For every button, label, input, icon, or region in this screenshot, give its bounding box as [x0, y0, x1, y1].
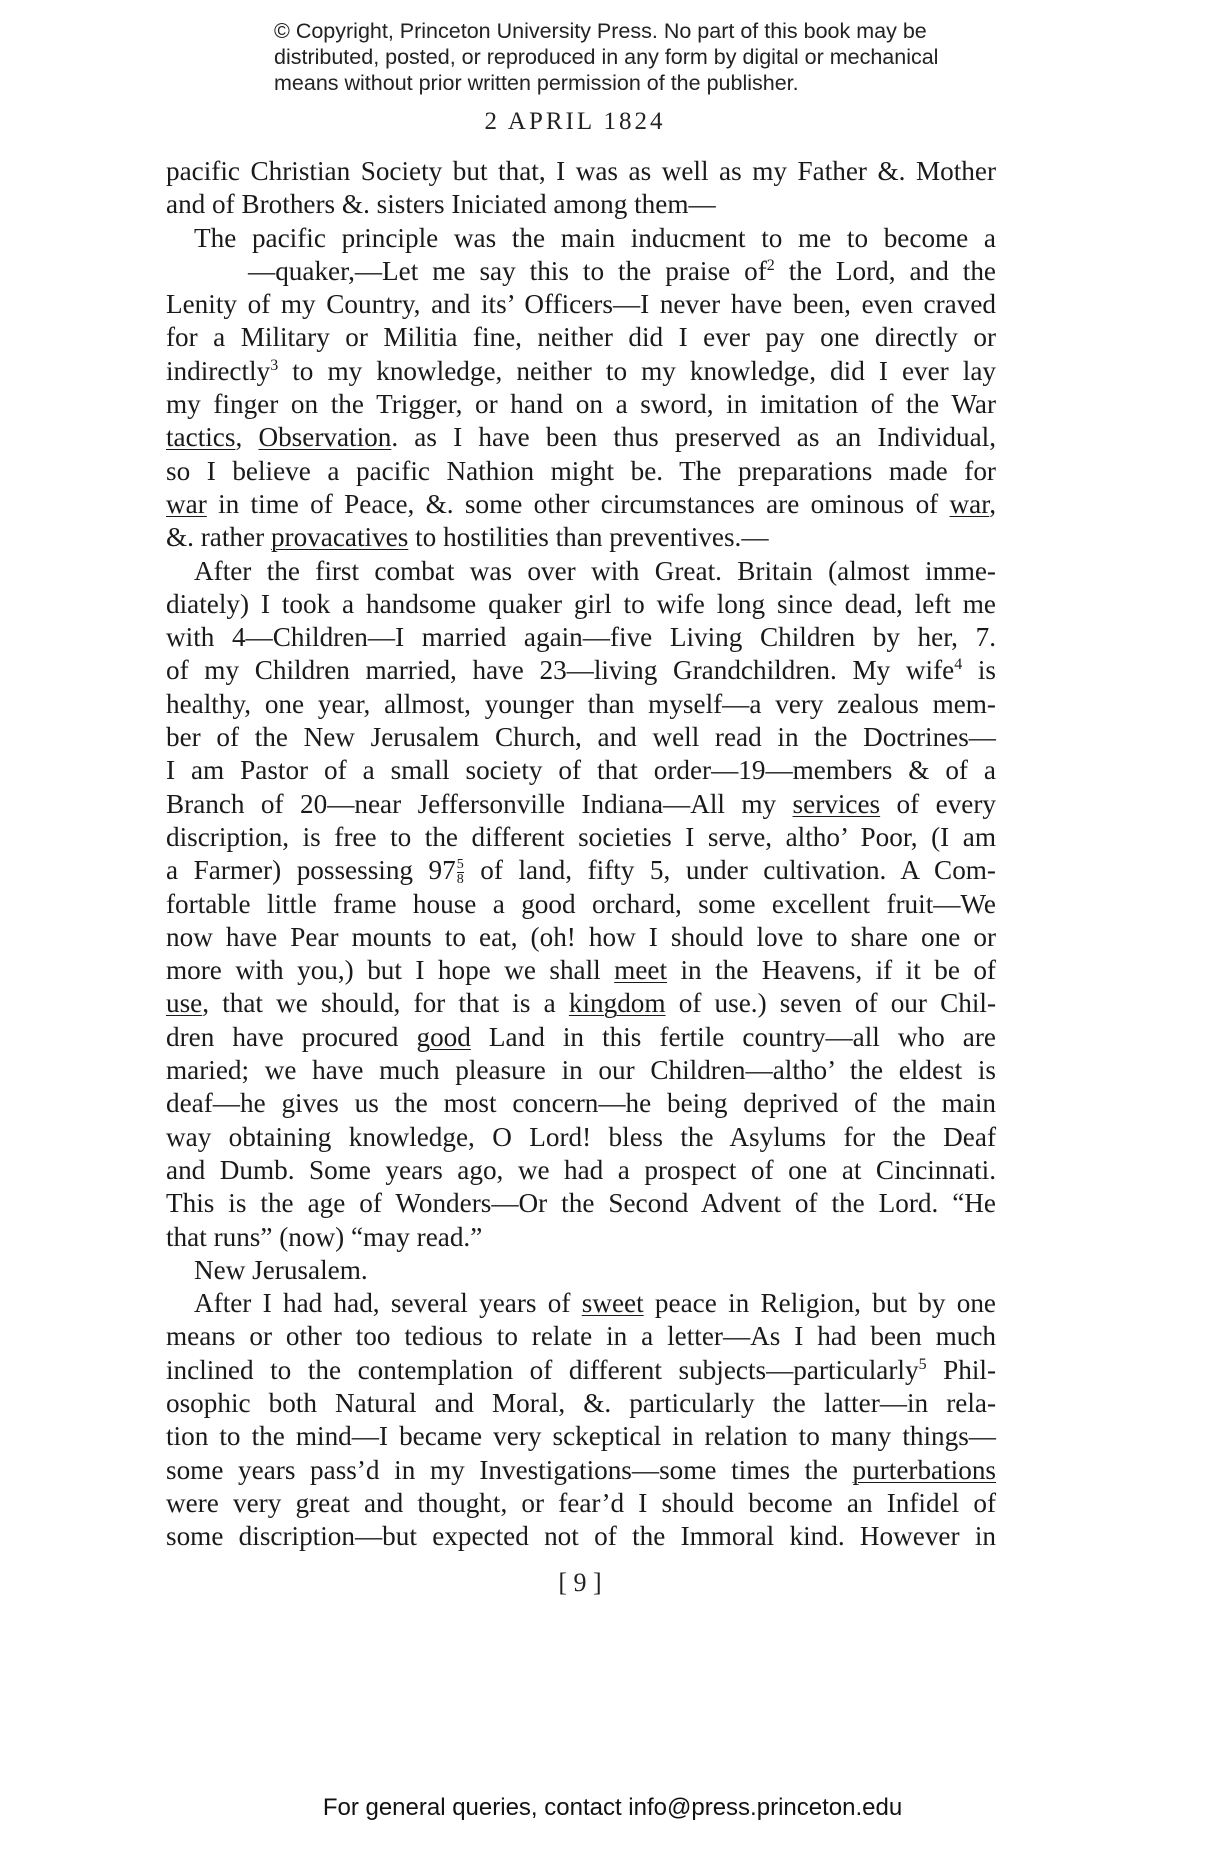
- text-line: more with you,) but I hope we shall meet in the Heavens, if it be of: [166, 955, 996, 986]
- text-line: that runs” (now) “may read.”: [166, 1221, 483, 1252]
- text-line: use, that we should, for that is a kingdom of use.) seven of our Chil-: [166, 988, 996, 1019]
- underlined-word: kingdom: [568, 988, 666, 1019]
- text-line: healthy, one year, allmost, younger than myself—a very zealous mem-: [166, 688, 996, 719]
- text-line: so I believe a pacific Nathion might be. The preparations made for: [166, 455, 996, 486]
- text-line: diately) I took a handsome quaker girl to wife long since dead, left me: [166, 588, 996, 619]
- footnote-ref[interactable]: 4: [954, 656, 963, 674]
- text-line: Lenity of my Country, and its’ Officers—I never have been, even craved: [166, 289, 996, 320]
- underlined-word: Observation: [258, 422, 392, 453]
- text-line: After I had had, several years of sweet peace in Religion, but by one: [194, 1288, 996, 1319]
- text-line: my finger on the Trigger, or hand on a sword, in imitation of the War: [166, 389, 996, 420]
- text-line: The pacific principle was the main inducment to me to become a: [194, 222, 996, 253]
- text-line: for a Military or Militia fine, neither did I ever pay one directly or: [166, 322, 996, 353]
- text-line: a Farmer) possessing 97 $\frac{5}{8}$ of land, fifty 5, under cultivation. A Com-: [166, 855, 996, 888]
- copyright-line: means without prior written permission of the publisher.: [274, 71, 799, 95]
- underlined-word: good: [416, 1021, 471, 1052]
- text-line: dren have procured good Land in this fertile country—all who are: [166, 1021, 996, 1052]
- underlined-word: use: [166, 988, 203, 1019]
- footnote-ref[interactable]: 3: [270, 356, 279, 374]
- underlined-word: provacatives: [270, 522, 409, 553]
- text-line: New Jerusalem.: [194, 1254, 368, 1285]
- text-line: war in time of Peace, &. some other circumstances are ominous of war,: [166, 488, 996, 519]
- text-line: &. rather provacatives to hostilities than preventives.—: [166, 522, 769, 553]
- text-line: tion to the mind—I became very sckeptical in relation to many things—: [166, 1421, 996, 1452]
- text-line: way obtaining knowledge, O Lord! bless the Asylums for the Deaf: [166, 1121, 996, 1152]
- page-number: [ 9 ]: [558, 1568, 602, 1597]
- footer-contact[interactable]: For general queries, contact info@press.princeton.edu: [322, 1794, 903, 1821]
- text-line: and Dumb. Some years ago, we had a prospect of one at Cincinnati.: [166, 1154, 996, 1185]
- text-line: some discription—but expected not of the Immoral kind. However in: [166, 1521, 996, 1552]
- text-line: deaf—he gives us the most concern—he being deprived of the main: [166, 1088, 996, 1119]
- copyright-notice: [274, 18, 1034, 96]
- text-line: I am Pastor of a small society of that order—19—members & of a: [166, 755, 996, 786]
- text-line: fortable little frame house a good orchard, some excellent fruit—We: [166, 888, 996, 919]
- underlined-word: war: [166, 488, 207, 519]
- text-line: discription, is free to the different societies I serve, altho’ Poor, (I am: [166, 821, 996, 852]
- copyright-line: distributed, posted, or reproduced in any form by digital or mechanical: [274, 45, 939, 69]
- text-line: were very great and thought, or fear’d I should become an Infidel of: [166, 1487, 996, 1518]
- underlined-word: meet: [614, 955, 668, 986]
- text-line: After the first combat was over with Great. Britain (almost imme-: [194, 555, 996, 586]
- text-line: some years pass’d in my Investigations—some times the purterbations: [166, 1454, 996, 1485]
- underlined-word: purterbations: [852, 1454, 996, 1485]
- footnote-ref[interactable]: 2: [766, 256, 775, 274]
- text-line: osophic both Natural and Moral, &. particularly the latter—in rela-: [166, 1387, 996, 1418]
- copyright-line: © Copyright, Princeton University Press. No part of this book may be: [274, 19, 927, 43]
- fraction: $\frac{5}{8}$: [456, 857, 464, 888]
- running-head: 2 APRIL 1824: [484, 108, 666, 135]
- text-line: —quaker,—Let me say this to the praise $of^2$ the Lord, and the: [248, 255, 996, 286]
- text-line: maried; we have much pleasure in our Children—altho’ the eldest is: [166, 1055, 996, 1086]
- letter-text: [166, 155, 996, 1553]
- footnote-ref[interactable]: 5: [918, 1355, 927, 1373]
- text-line: Branch of 20—near Jeffersonville Indiana—All my services of every: [166, 788, 996, 819]
- underlined-word: war: [949, 488, 990, 519]
- text-line: and of Brothers &. sisters Iniciated among them—: [166, 189, 716, 220]
- text-line: inclined to the contemplation of different subjects—particularly$^5$ Phil-: [166, 1354, 996, 1385]
- text-line: tactics, Observation. as I have been thus preserved as an Individual,: [166, 422, 996, 453]
- text-line: indirectly$^3$ to my knowledge, neither to my knowledge, did I ever lay: [166, 355, 996, 386]
- text-line: means or other too tedious to relate in a letter—As I had been much: [166, 1321, 996, 1352]
- text-line: ber of the New Jerusalem Church, and well read in the Doctrines—: [166, 722, 996, 753]
- text-line: pacific Christian Society but that, I was as well as my Father &. Mother: [166, 156, 996, 186]
- text-line: This is the age of Wonders—Or the Second Advent of the Lord. “He: [166, 1188, 996, 1219]
- underlined-word: sweet: [581, 1288, 644, 1319]
- text-line: now have Pear mounts to eat, (oh! how I should love to share one or: [166, 921, 996, 952]
- underlined-word: services: [792, 788, 881, 819]
- text-line: with 4—Children—I married again—five Living Children by her, 7.: [166, 622, 996, 653]
- text-line: of my Children married, have 23—living Grandchildren. My wife$^4$ is: [166, 655, 996, 686]
- underlined-word: tactics: [166, 422, 236, 453]
